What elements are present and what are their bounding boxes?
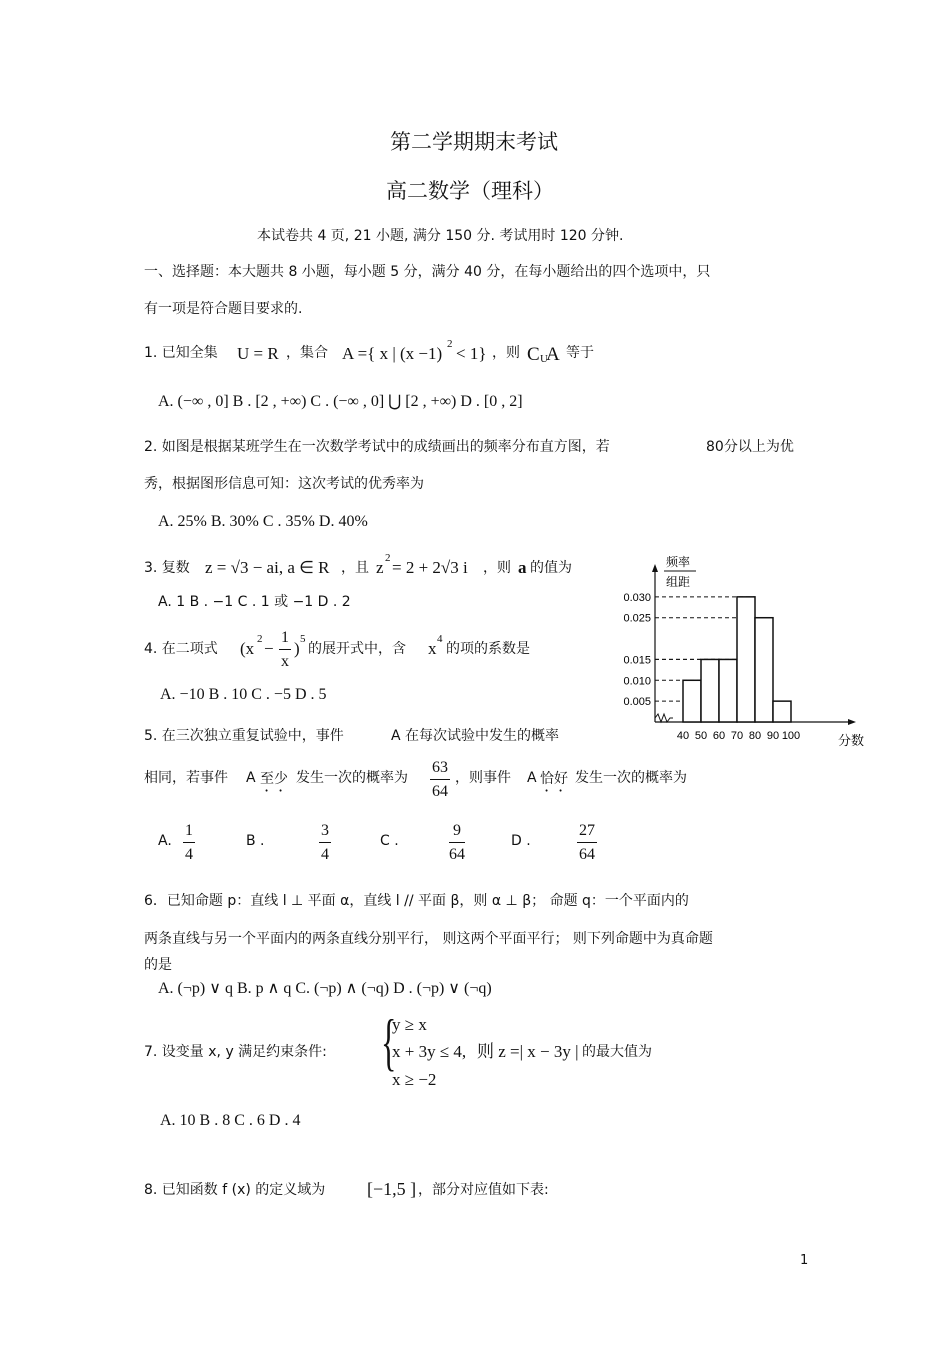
q5-exactly: 恰好	[540, 771, 568, 787]
q4-fraction	[279, 630, 291, 670]
q4-mid: 的展开式中，含	[308, 641, 406, 657]
x-label: 分数	[838, 733, 865, 748]
q5-opt-a-num: 1	[183, 823, 195, 843]
histogram-bar-0	[683, 680, 701, 722]
x-tick-label-2: 60	[712, 730, 726, 742]
q7-prefix: 7. 设变量 x, y 满足约束条件:	[144, 1044, 327, 1060]
q3-exp: 2	[385, 552, 391, 564]
y-tick-label-3: 0.025	[623, 612, 651, 625]
q5-opt-d-fraction	[577, 823, 597, 863]
q5-opt-c-den: 64	[449, 846, 465, 863]
y-tick-label-0: 0.005	[623, 696, 651, 709]
q2-line1: 2. 如图是根据某班学生在一次数学考试中的成绩画出的频率分布直方图，若	[144, 439, 610, 455]
q5-opt-c-num: 9	[449, 823, 465, 843]
q4-frac-num: 1	[279, 630, 291, 650]
q1-post: ，则	[492, 345, 520, 361]
histogram-bar-4	[755, 618, 773, 722]
x-tick-label-1: 50	[694, 730, 708, 742]
q2-line1-tail: 80分以上为优	[706, 439, 794, 455]
q3-expr2: z	[376, 558, 384, 577]
q5-opt-b-num: 3	[319, 823, 331, 843]
q5-at-least: 至少	[260, 771, 288, 787]
q5-opt-b-den: 4	[321, 846, 329, 863]
q4-frac-den: x	[281, 653, 289, 670]
q4-options: A. −10 B . 10 C . −5 D . 5	[160, 686, 327, 703]
exam-info: 本试卷共 4 页, 21 小题, 满分 150 分. 考试用时 120 分钟.	[257, 228, 624, 244]
q3-a: a	[518, 558, 527, 577]
q3-mid: ，且	[341, 560, 369, 576]
q6-options: A. (¬p) ∨ q B. p ∧ q C. (¬p) ∧ (¬q) D . (¬p) ∨ (¬q)	[158, 980, 492, 997]
q2-line2: 秀，根据图形信息可知：这次考试的优秀率为	[144, 476, 424, 492]
histogram-bar-1	[701, 659, 719, 722]
q3-prefix: 3. 复数	[144, 560, 190, 576]
q3-expr1: z = √3 − ai, a ∈ R	[205, 558, 330, 577]
x-tick-label-6: 100	[781, 730, 801, 742]
q3-expr3: = 2 + 2√3 i	[392, 558, 468, 577]
q7-brace: {	[381, 1006, 397, 1077]
q5-opt-a-den: 4	[185, 846, 193, 863]
y-tick-label-1: 0.010	[623, 675, 651, 688]
q5-event-a2: A	[527, 770, 537, 786]
q4-tail: 的项的系数是	[446, 641, 530, 657]
q6-line3: 的是	[144, 957, 172, 973]
q5-prob-fraction	[430, 760, 450, 800]
q2-options: A. 25% B. 30% C . 35% D. 40%	[158, 513, 368, 530]
q5-prob-num: 63	[430, 760, 450, 780]
q3-post: ，则	[483, 560, 511, 576]
q1-universal-set: U = R	[237, 344, 279, 363]
section-heading: 一、选择题：本大题共 8 小题，每小题 5 分，满分 40 分，在每小题给出的四个选项中，只	[144, 264, 711, 280]
q1-complement-sub: U	[540, 353, 548, 365]
q7-options: A. 10 B . 8 C . 6 D . 4	[160, 1112, 301, 1129]
exam-title: 第二学期期末考试	[390, 130, 558, 154]
q7-constraint-1: y ≥ x	[392, 1015, 427, 1034]
x-tick-label-3: 70	[730, 730, 744, 742]
q4-x-exp: 2	[257, 633, 263, 645]
y-label-bottom: 组距	[666, 575, 691, 589]
section-heading-cont: 有一项是符合题目要求的.	[144, 301, 303, 317]
q1-set: A ={ x | (x −1)	[342, 344, 443, 363]
histogram-bar-5	[773, 701, 791, 722]
q8-domain: [−1,5 ]	[367, 1179, 417, 1199]
q4-open: (x	[240, 639, 255, 658]
q5-line1-a: A 在每次试验中发生的概率	[391, 728, 560, 744]
histogram-bar-2	[719, 659, 737, 722]
q6-line1: 6．已知命题 p：直线 l ⊥ 平面 α，直线 l // 平面 β，则 α ⊥ β； 命题 q：一个平面内的	[144, 893, 689, 909]
y-tick-label-2: 0.015	[623, 654, 651, 667]
q1-prefix: 1. 已知全集	[144, 345, 218, 361]
y-axis-arrow	[652, 564, 658, 572]
q5-opt-a-label: A.	[158, 833, 172, 849]
x-tick-label-4: 80	[748, 730, 762, 742]
axis-break	[655, 714, 673, 722]
q3-options: A. 1 B . −1 C . 1 或 −1 D . 2	[158, 594, 351, 610]
q5-line2-tail: 发生一次的概率为	[575, 770, 687, 786]
q5-event-a: A	[246, 770, 256, 786]
frequency-histogram	[610, 548, 870, 758]
y-label-top: 频率	[666, 555, 691, 569]
q5-opt-c-fraction	[449, 823, 465, 863]
q8-tail: ，部分对应值如下表:	[418, 1182, 549, 1198]
q1-tail: 等于	[566, 345, 594, 361]
q5-line2-mid: 发生一次的概率为	[296, 770, 408, 786]
q8-prefix: 8. 已知函数 f (x) 的定义域为	[144, 1182, 326, 1198]
q5-line2-post: ，则事件	[455, 770, 511, 786]
q5-opt-c-label: C .	[380, 833, 399, 849]
q7-objective: 则 z =| x − 3y |	[477, 1042, 579, 1061]
q4-close: )	[294, 639, 300, 658]
q5-opt-d-num: 27	[577, 823, 597, 843]
q1-mid: ，集合	[286, 345, 328, 361]
q5-opt-a-fraction	[183, 823, 195, 863]
q5-line2-pre: 相同，若事件	[144, 770, 228, 786]
histogram-bar-3	[737, 597, 755, 722]
q1-set-end: < 1}	[456, 344, 487, 363]
x-axis-arrow	[848, 719, 856, 725]
x-tick-label-5: 90	[766, 730, 780, 742]
q4-prefix: 4. 在二项式	[144, 641, 218, 657]
q5-opt-b-fraction	[319, 823, 331, 863]
q5-line1: 5. 在三次独立重复试验中，事件	[144, 728, 344, 744]
q4-x4-exp: 4	[437, 633, 443, 645]
q7-constraint-2: x + 3y ≤ 4,	[392, 1042, 467, 1061]
q1-complement: C	[527, 344, 540, 365]
exam-subtitle: 高二数学（理科）	[386, 179, 554, 203]
x-tick-label-0: 40	[676, 730, 690, 742]
q1-exp: 2	[447, 338, 453, 350]
page-number: 1	[800, 1253, 809, 1268]
q7-tail: 的最大值为	[582, 1044, 652, 1060]
q5-opt-d-den: 64	[579, 846, 595, 863]
q6-line2: 两条直线与另一个平面内的两条直线分别平行， 则这两个平面平行； 则下列命题中为真命题	[144, 931, 713, 947]
q4-pow: 5	[300, 633, 306, 645]
q5-opt-b-label: B .	[246, 833, 265, 849]
q1-options: A. (−∞ , 0] B . [2 , +∞) C . (−∞ , 0] ⋃ [2 , +∞) D . [0 , 2]	[158, 393, 523, 410]
y-tick-label-4: 0.030	[623, 591, 651, 604]
q4-x4: x	[428, 639, 437, 658]
q7-constraint-3: x ≥ −2	[392, 1070, 437, 1089]
q5-opt-d-label: D .	[511, 833, 531, 849]
q1-set-a: A	[546, 344, 560, 365]
q3-tail: 的值为	[530, 560, 572, 576]
q5-prob-den: 64	[432, 783, 448, 800]
q4-minus: −	[264, 639, 274, 658]
